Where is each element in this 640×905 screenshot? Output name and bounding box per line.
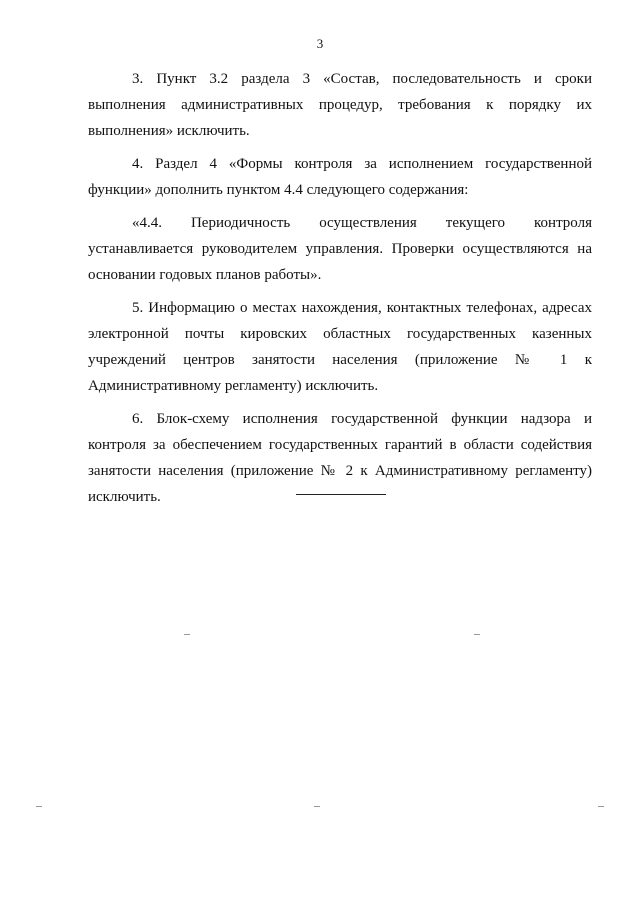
end-divider-line (296, 494, 386, 495)
scan-mark (314, 806, 320, 807)
paragraph-item-6: 6. Блок-схему исполнения государственной функции надзора и контроля за обеспечением государственных гарантий в области содействия занятости населения (приложение № 2 к Административному регламенту) исключить. (88, 411, 592, 505)
scan-mark (474, 634, 480, 635)
document-body (88, 66, 592, 517)
paragraph-item-3: 3. Пункт 3.2 раздела 3 «Состав, последовательность и сроки выполнения административных процедур, требования к порядку их выполнения» исключить. (88, 71, 592, 139)
scan-mark (36, 806, 42, 807)
scan-mark (598, 806, 604, 807)
page-number: 3 (316, 36, 324, 51)
paragraph-quote-4-4: «4.4. Периодичность осуществления текущего контроля устанавливается руководителем управления. Проверки осуществляются на основании годовых планов работы». (88, 215, 592, 283)
scan-mark (184, 634, 190, 635)
paragraph-item-5: 5. Информацию о местах нахождения, контактных телефонах, адресах электронной почты кировских областных государственных казенных учреждений центров занятости населения (приложение № 1 к Административному регламенту) исключить. (88, 300, 592, 394)
paragraph-item-4: 4. Раздел 4 «Формы контроля за исполнением государственной функции» дополнить пунктом 4.4 следующего содержания: (88, 156, 592, 198)
